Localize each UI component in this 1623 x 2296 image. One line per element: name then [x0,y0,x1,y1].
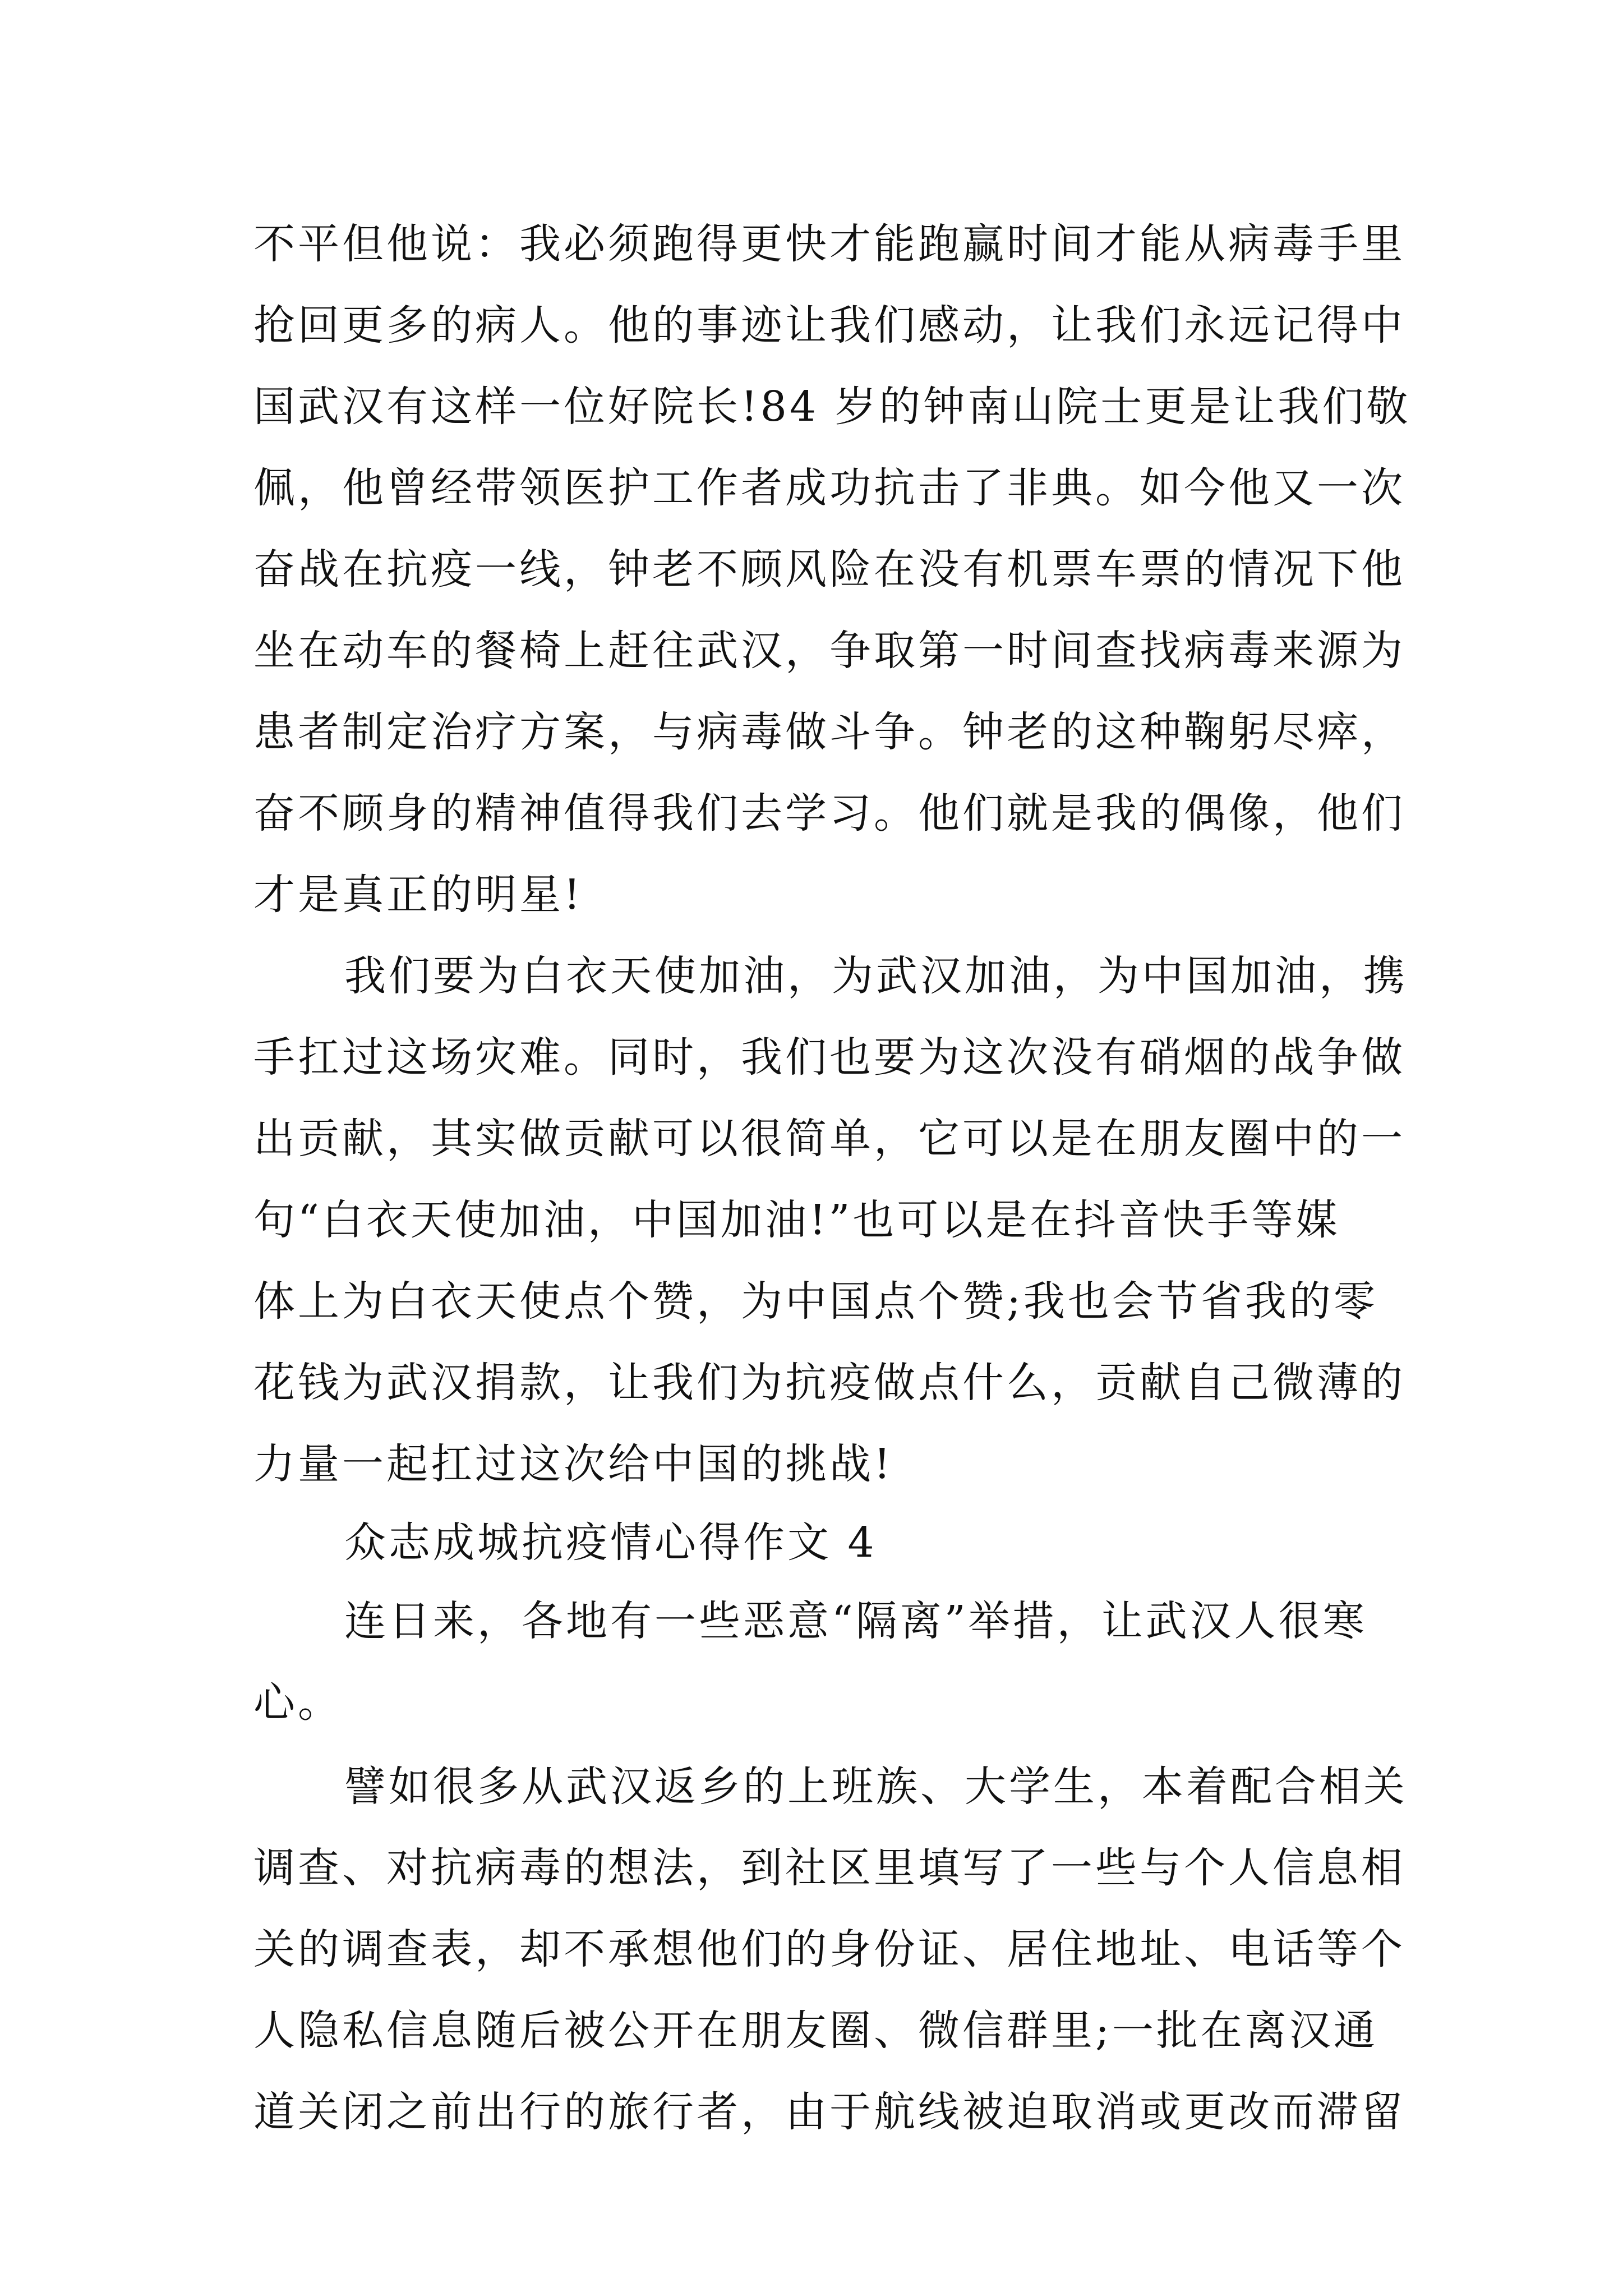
text-line: 句“白衣天使加油，中国加油!”也可以是在抖音快手等媒 [253,1196,1340,1244]
text-line: 国武汉有这样一位好院长!84 岁的钟南山院士更是让我们敬 [253,383,1411,431]
section-heading: 众志成城抗疫情心得作文 4 [344,1519,877,1567]
text-line: 不平但他说：我必须跑得更快才能跑赢时间才能从病毒手里 [253,220,1405,268]
text-line: 奋不顾身的精神值得我们去学习。他们就是我的偶像，他们 [253,789,1405,838]
text-line: 道关闭之前出行的旅行者，由于航线被迫取消或更改而滞留 [253,2088,1405,2136]
text-line: 出贡献，其实做贡献可以很简单，它可以是在朋友圈中的一 [253,1115,1405,1163]
text-line: 抢回更多的病人。他的事迹让我们感动，让我们永远记得中 [253,301,1405,349]
text-line: 体上为白衣天使点个赞，为中国点个赞;我也会节省我的零 [253,1277,1378,1326]
text-line: 力量一起扛过这次给中国的挑战! [253,1440,893,1488]
text-line: 奋战在抗疫一线，钟老不顾风险在没有机票车票的情况下他 [253,545,1405,593]
text-line: 坐在动车的餐椅上赶往武汉，争取第一时间查找病毒来源为 [253,627,1405,675]
text-line: 关的调查表，却不承想他们的身份证、居住地址、电话等个 [253,1925,1405,1973]
text-line: 佩，他曾经带领医护工作者成功抗击了非典。如今他又一次 [253,464,1405,512]
text-line: 患者制定治疗方案，与病毒做斗争。钟老的这种鞠躬尽瘁， [253,708,1405,756]
text-line: 心。 [253,1678,342,1727]
paragraph-first-line: 譬如很多从武汉返乡的上班族、大学生，本着配合相关 [344,1763,1408,1811]
text-line: 花钱为武汉捐款，让我们为抗疫做点什么，贡献自己微薄的 [253,1359,1405,1407]
text-line: 手扛过这场灾难。同时，我们也要为这次没有硝烟的战争做 [253,1033,1405,1082]
text-line: 调查、对抗病毒的想法，到社区里填写了一些与个人信息相 [253,1844,1405,1892]
paragraph-first-line: 我们要为白衣天使加油，为武汉加油，为中国加油，携 [344,952,1408,1000]
paragraph-first-line: 连日来，各地有一些恶意“隔离”举措，让武汉人很寒 [344,1597,1367,1645]
text-line: 人隐私信息随后被公开在朋友圈、微信群里;一批在离汉通 [253,2007,1378,2055]
text-line: 才是真正的明星! [253,871,583,919]
